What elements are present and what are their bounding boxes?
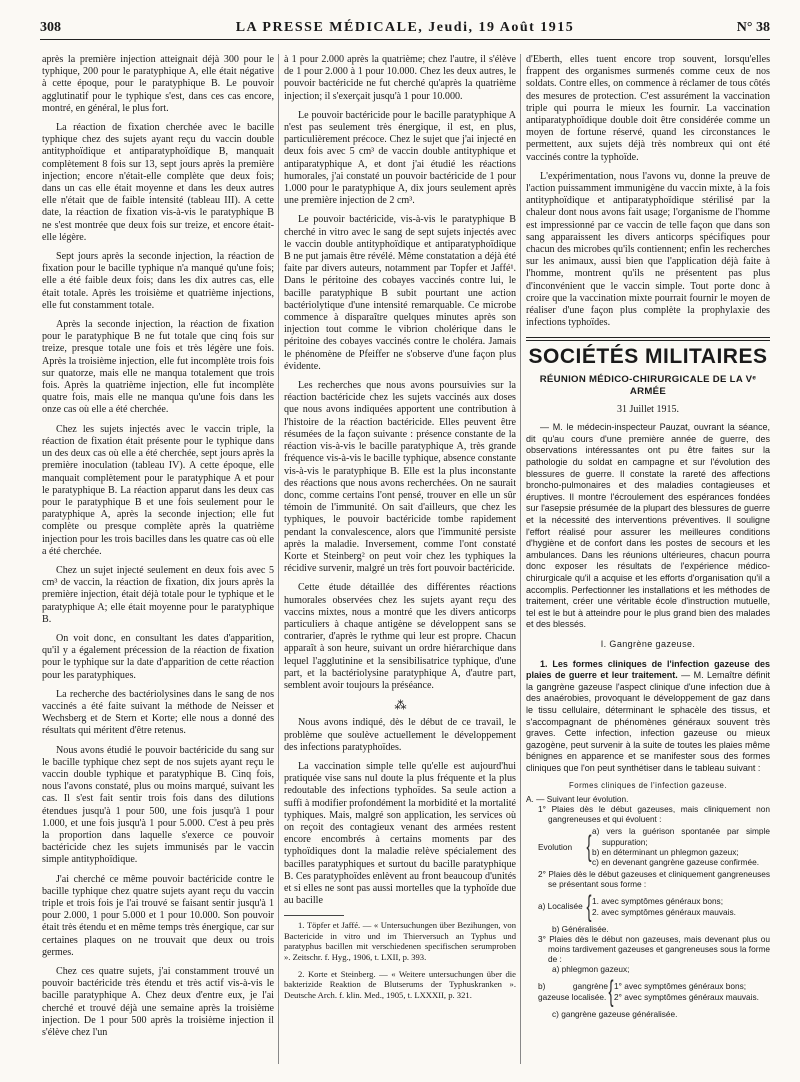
paragraph: Après la seconde injection, la réaction de fixation pour le paratyphique B ne fut totale que cinq fois sur treize, presque totale une fois et très légère une fois. Après la troisième injection, elle fut incomplète trois fois sur quatorze, mais elle ne manqua totalement que trois fois. Après la quatrième injection, elle fut incomplète quatre fois, mais elle ne manqua qu'une fois dans les onze cas où elle a été cherchée.: [42, 319, 274, 416]
clinical-forms-table: [526, 781, 770, 1019]
meeting-title: RÉUNION MÉDICO-CHIRURGICALE DE LA Vᵉ ARMÉE: [539, 373, 757, 397]
journal-title: LA PRESSE MÉDICALE, Jeudi, 19 Août 1915: [235, 20, 575, 35]
article-title: 1. Les formes cliniques de l'infection gazeuse des plaies de guerre et leur traitement.: [526, 658, 770, 681]
brace-label: b) gangrène gazeuse localisée.: [538, 981, 608, 1002]
footnote-separator: [284, 915, 344, 916]
paragraph: Les recherches que nous avons poursuivies sur la réaction bactéricide chez les sujets vaccinés aux doses que nous avons indiquées apportent une contribution à l'histoire de la réaction bactéricide. Elles peuvent être résumées de la façon suivante : présence constante de la réaction vis-à-vis le bacille paratyphique A, très grande fréquence vis-à-vis le bacille typhique, absence constante vis-à-vis le paratyphique B. Elle est la plus inconstante des réactions que nous avons recherchées. On ne saurait donc, comme certains l'ont pensé, trouver en elle un sûr témoin de l'immunité. On sait d'ailleurs, que chez les typhiques, le pouvoir bactéricide tombe rapidement pendant la convalescence, alors que l'immunité persiste après la maladie. Inversement, comme l'ont constaté Korte et Steinberg² on peut voir chez les typhiques la récidive survenir, malgré un très fort pouvoir bactéricide.: [284, 380, 516, 575]
paragraph: Le pouvoir bactéricide pour le bacille paratyphique A n'est pas seulement très énergique, il est, en plus, particulièrement précoce. Chez le sujet que j'ai injecté en deux fois avec 5 cm³ de vaccin double antityphique et antiparatyphique A, et dont j'ai étudié les réactions humorales, j'ai constaté un pouvoir bactéricide de 1 pour 1.000 pour le paratyphique A, dix jours seulement après une première injection de 2 cm³.: [284, 109, 516, 207]
page-header: [40, 20, 770, 40]
section-title: SOCIÉTÉS MILITAIRES: [528, 345, 768, 369]
table-row: b) Généralisée.: [552, 923, 609, 934]
paragraph: La réaction de fixation cherchée avec le bacille typhique chez des sujets ayant reçu du vaccin double antityphoïdique et antiparatyphoïdique B, manquait complètement 8 fois sur 13, sept jours après la première injection; encore n'était-elle complète que deux fois; dans un cas elle était moyenne et dans les deux autres elle n'était que de faible intensité (tableau III). A cette date, la réaction de fixation vis-à-vis le paratyphique B ne s'est montrée que deux fois sur treize, et encore était-elle légère.: [42, 122, 274, 243]
brace-icon: {: [586, 889, 592, 923]
paragraph: La vaccination simple telle qu'elle est aujourd'hui pratiquée vise sans nul doute la plus fréquente et la plus redoutable des infections typhoïdes. Sa seule action a suffi à modifier profondément la morbidité et la mortalité typhiques. Mais, malgré son application, les services où on reçoit des contagieux venant des armées restent encore encombrés à certains moments par des typhoïdiques dont la maladie relève spécialement des bacilles paratyphiques et surtout du bacille paratyphique B. Ces paratyphoïdes enlèvent au front beaucoup d'unités et si elles ne sont pas aussi mortelles que la typhoïde due au bacille: [284, 760, 516, 907]
brace-icon: {: [586, 829, 592, 863]
table-row: A. — Suivant leur évolution.: [526, 793, 629, 804]
paragraph: Chez ces quatre sujets, j'ai constamment trouvé un pouvoir bactéricide très étendu et très actif vis-à-vis le bacille paratyphique A. Chez deux d'entre eux, je l'ai cherché et trouvé déjà une semaine après la troisième injection. De 1 pour 500 après la troisième injection il s'élève chez l'un: [42, 966, 274, 1039]
table-row: 2. avec symptômes généraux mauvais.: [592, 906, 736, 917]
paragraph: La recherche des bactériolysines dans le sang de nos vaccinés a été faite suivant la méthode de Neisser et Wechsberg et de Stern et Korte; elle nous a donné des résultats qui méritent d'être retenus.: [42, 688, 274, 737]
paragraph: Nous avons étudié le pouvoir bactéricide du sang sur le bacille typhique chez sept de nos sujets ayant reçu le vaccin double typhique et paratyphique B. Cinq fois, nous l'avons constaté, plus ou moins marqué, suivant les cas. Il s'est fait sentir trois fois dans des dilutions étendues jusqu'à 1 pour 500, une fois jusqu'à 1 pour 1.000, et une fois jusqu'à 1 pour 5.000. C'est à peu près la proportion dans laquelle s'exerce ce pouvoir bactéricide chez les sujets immunisés par le vaccin simple antityphoïdique.: [42, 744, 274, 866]
column-2: [284, 54, 516, 1007]
article-body: — M. Lemaître définit la gangrène gazeuse l'aspect clinique d'une infection due à des anaérobies, provoquant le développement de gaz dans le tissu cellulaire, déterminant le sphacèle des tissus, et s'accompagnant de phénomènes généraux souvent très graves. Cette infection, infection gazeuse ou mieux gazogène, peut survenir à la suite de toutes les plaies même bénignes en apparence et se manifester sous des formes cliniques que l'on peut synthétiser dans le tableau suivant :: [526, 670, 770, 773]
paragraph: Chez les sujets injectés avec le vaccin triple, la réaction de fixation était présente pour le typhique dans un des deux cas où elle a été cherchée, sept jours après la première inoculation (tableau IV). A cette époque, elle manquait complètement pour le paratyphique A et pour le paratyphique B. La réaction apparut dans les deux cas pour le paratyphique B et une fois seulement pour le paratyphique A, après la seconde injection; elle fut complète ou presque complète après la quatrième injection pour les trois bacilles dans les quatre cas où elle a été cherchée.: [42, 423, 274, 557]
paragraph: Sept jours après la seconde injection, la réaction de fixation pour le bacille typhique n'a manqué qu'une fois; elle a été faible deux fois; dans les dix autres cas, elle était totale. Après les troisième et quatrième injections, elle fut constamment totale.: [42, 251, 274, 311]
paragraph: Nous avons indiqué, dès le début de ce travail, le problème que soulève actuellement le développement des infections paratyphoïdes.: [284, 717, 516, 753]
paragraph: — M. le médecin-inspecteur Pauzat, ouvrant la séance, dit qu'au cours d'une première année de guerre, des observations intéressantes ont pu être faites sur la pathologie du soldat en campagne et sur l'évolution des blessures de guerre. Il constate la rareté des affections broncho-pulmonaires et des maladies contagieuses et éruptives. Il montre l'écroulement des espérances fondées sur l'asepsie présumée de la plupart des blessures de guerre et la nécessité des interventions préventives. Il souligne l'effort réalisé pour assurer les meilleures conditions d'hygiène et de confort dans les postes de secours et les ambulances. Dans les réunions ultérieures, chacun pourra donc exposer les résultats de l'expérience médico-chirurgicale qu'il a acquise et les efforts d'organisation qu'il a accomplis. Perfectionner les installations et les méthodes de traitement, créer une véritable école d'instruction mutuelle, tel est le but à atteindre pour le plus grand bien des malades et des blessés.: [526, 422, 770, 630]
brace-icon: {: [608, 974, 614, 1008]
paragraph: Le pouvoir bactéricide, vis-à-vis le paratyphique B cherché in vitro avec le sang de sept sujets injectés avec le vaccin double antityphoïdique et antiparatyphoïdique B ne put jamais être révélé. Même constatation a déjà été faite par divers auteurs, notamment par Topfer et Jaffé¹. Dans le péritoine des cobayes vaccinés contre lui, le bacille paratyphique B subit pourtant une action bactériolytique d'une intensité remarquable. Ce microbe commence à disparaître quelques minutes après son injection tout comme le vibrion cholérique dans le péritoine des cobayes vaccinés contre le choléra. Jamais le phénomène de Pfeiffer ne s'observe d'une façon plus évidente.: [284, 214, 516, 372]
table-row: 1° Plaies dès le début gazeuses, mais cliniquement non gangreneuses et qui évoluent :: [538, 803, 770, 825]
table-row: a) vers la guérison spontanée par simple suppuration;: [592, 826, 770, 847]
column-3: [526, 54, 770, 1019]
table-row: a) phlegmon gazeux;: [552, 964, 630, 975]
section-rule: [526, 337, 770, 341]
paragraph: L'expérimentation, nous l'avons vu, donne la preuve de l'action puissamment immunigène du vaccin mixte, à la fois antityphoïdique et antiparatyphoïdique stérilisé par la chaleur dont nous avons fait usage; l'organisme de l'homme est impressionné par ce vaccin de telle façon que dans son sang apparaissent les divers anticorps spécifiques pour chacun des microbes qu'ils contiennent; enfin les recherches sur les animaux, aussi bien que l'application déjà faite à l'homme, montrent qu'ils ne présentent pas plus d'inconvénient que le vaccin simple. Tout porte donc à croire que la vaccination mixte pourrait fournir le moyen de réaliser d'une façon plus complète la prophylaxie des infections typhoïdes.: [526, 170, 770, 329]
paragraph: Chez un sujet injecté seulement en deux fois avec 5 cm³ de vaccin, la réaction de fixation, dix jours après la première injection, était déjà totale pour le typhique et le paratyphique A; elle était moyenne pour le paratyphique B.: [42, 564, 274, 625]
table-title: Formes cliniques de l'infection gazeuse.: [568, 780, 727, 790]
table-row: c) en devenant gangrène gazeuse confirmée.: [592, 856, 760, 867]
subsection-heading: I. Gangrène gazeuse.: [600, 638, 696, 649]
page-number: 308: [40, 20, 61, 35]
paragraph: Cette étude détaillée des différentes réactions humorales observées chez les sujets ayant reçu des vaccins mixtes, nous a montré que les divers anticorps particuliers à chaque antigène se développent sans se contrarier, d'après le rythme qui leur est propre. Chacun apparaît à son heure, suivant un ordre hiérarchique dans lequel l'agglutinine et la sensibilisatrice typhique, d'une part, et la bactériolysine paratyphique A, d'autre part, semblent avoir toujours la préséance.: [284, 582, 516, 691]
brace-label: a) Localisée: [538, 901, 583, 912]
footnote: 2. Korte et Steinberg. — « Weitere untersuchungen über die bakterizide Reaktion de Blutserums der Typhuskranken ». Deutsche Arch. f. klin. Med., 1905, t. LXXXII, p. 321.: [284, 969, 516, 1000]
issue-number: N° 38: [736, 20, 770, 35]
column-1: [42, 54, 274, 1046]
table-row: 3° Plaies dès le début non gazeuses, mais devenant plus ou moins tardivement gazeuses et gangreneuses sous la forme de :: [538, 933, 770, 965]
paragraph: à 1 pour 2.000 après la quatrième; chez l'autre, il s'élève de 1 pour 2.000 à 1 pour 10.000. Chez les deux autres, le pouvoir bactéricide ne fut cherché qu'après la quatrième injection; il s'exerçait jusqu'à 1 pour 10.000.: [284, 54, 516, 102]
column-divider: [520, 54, 521, 1064]
table-row: b) en déterminant un phlegmon gazeux;: [592, 846, 739, 857]
paragraph: J'ai cherché ce même pouvoir bactéricide contre le bacille typhique chez quatre sujets ayant reçu du vaccin triple et trois fois je l'ai trouvé se faisant sentir jusqu'à 1 pour 2.000, 1 pour 5.000 et 1 pour 10.000. Son pouvoir était très étendu et en même temps très énergique, car sur certaines plaques on ne trouvait que deux ou trois germes.: [42, 873, 274, 958]
table-row: c) gangrène gazeuse généralisée.: [552, 1008, 678, 1019]
paragraph: d'Eberth, elles tuent encore trop souvent, lorsqu'elles frappent des organismes surmenés comme ceux de nos soldats. Contre elles, on commence à réclamer de tous côtés des mesures de protection. C'est assurément la vaccination triple qui pourra le mieux les fournir. La vaccination antiparatyphoïdique double doit être considérée comme un moyen de fortune réservé, quand les circonstances le permettent, aux sujets déjà très nombreux qui ont été vaccinés contre la typhoïde.: [526, 54, 770, 163]
brace-label: Evolution: [538, 841, 573, 852]
table-row: 1° avec symptômes généraux bons;: [614, 981, 747, 992]
paragraph: On voit donc, en consultant les dates d'apparition, qu'il y a également précession de la réaction de fixation pour le typhique sur la date d'apparition de cette réaction pour les paratyphiques.: [42, 632, 274, 681]
meeting-date: 31 Juillet 1915.: [617, 404, 679, 416]
table-row: 2° avec symptômes généraux mauvais.: [614, 991, 759, 1002]
section-ornament: ⁂: [394, 698, 406, 713]
table-row: 2° Plaies dès le début gazeuses et cliniquement gangreneuses se présentant sous forme :: [538, 869, 770, 890]
paragraph: après la première injection atteignait déjà 300 pour le typhique, 200 pour le paratyphique A, elle était négative à cette époque, pour le paratyphique B. Le pouvoir agglutinatif pour le typhique s'est, dans ces cas encore, montré, en général, le plus fort.: [42, 54, 274, 114]
table-row: 1. avec symptômes généraux bons;: [592, 896, 724, 907]
footnote: 1. Töpfer et Jaffé. — « Untersuchungen über Bezihungen, von Bactericide in vitro und im Thierversuch an Typhus und paratyphus bacillen mit verschiedenen specifischen serumproben ». Zeitschr. f. Hyg., 1906, t. LXII, p. 393.: [284, 920, 516, 962]
column-divider: [278, 54, 279, 1064]
